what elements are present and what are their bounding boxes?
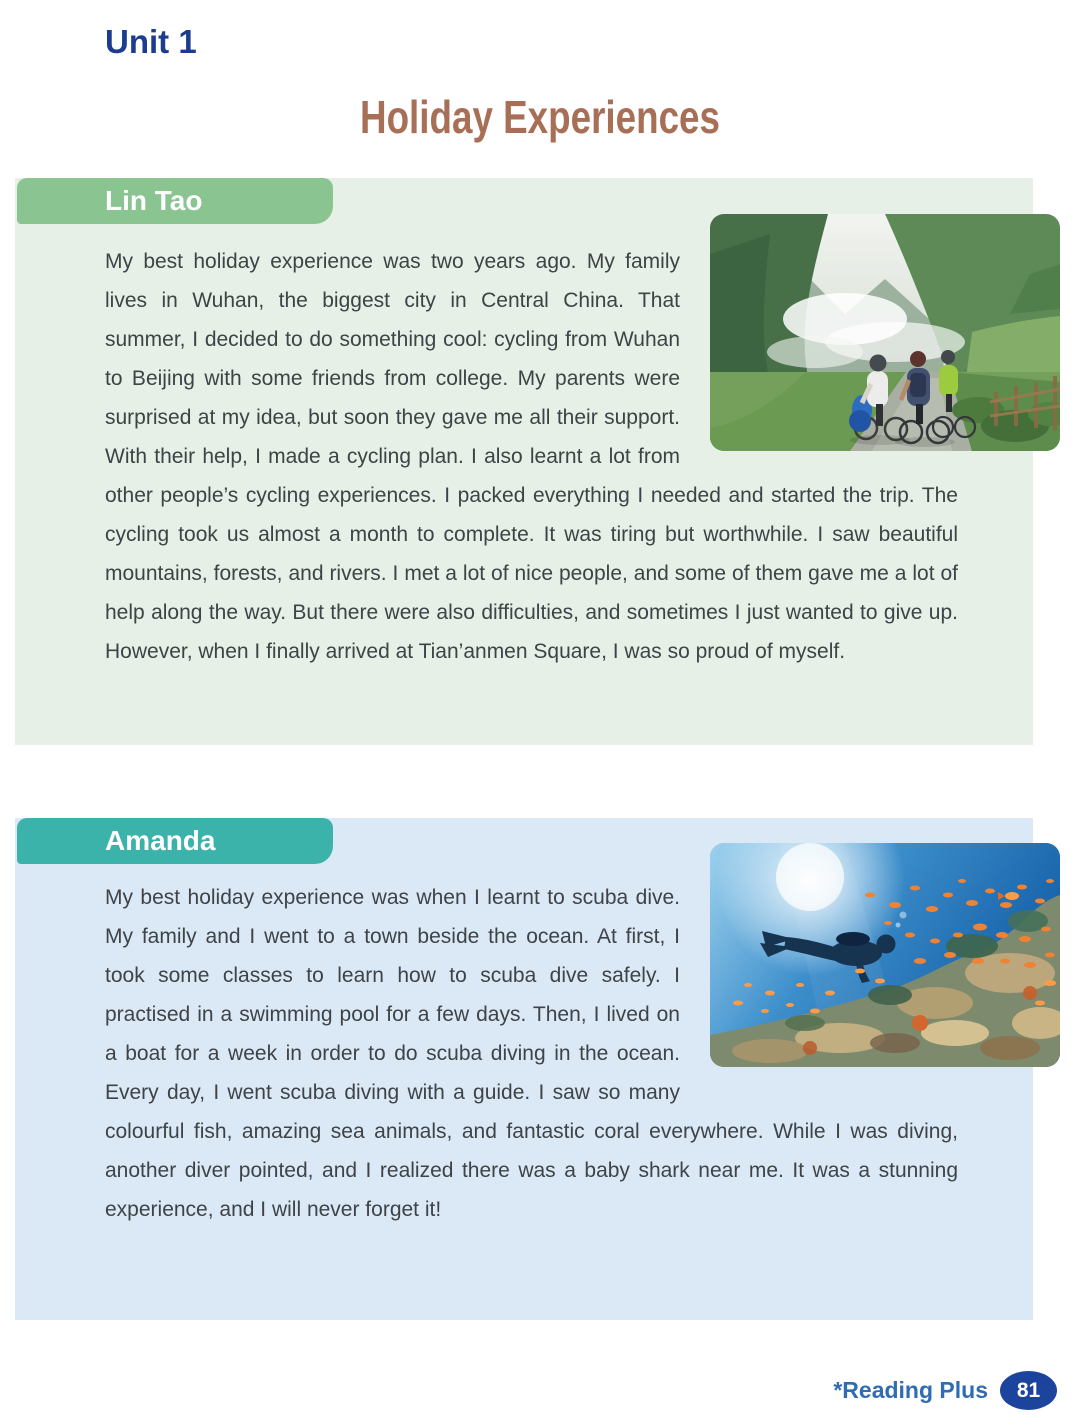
scuba-diving-photo <box>710 843 1060 1067</box>
scuba-diving-photo-graphic <box>710 843 1060 1067</box>
speaker-name-amanda: Amanda <box>105 825 216 856</box>
page-title-text: Holiday Experiences <box>359 91 720 143</box>
passage-text-amanda: My best holiday experience was when I learnt to scuba dive. My family and I went to a town beside the ocean. At first, I took some classes to learn how to scuba dive safely. I practised in a swimming pool for a few days. Then, I lived on a boat for a week in order to do scuba diving in the ocean. Every day, I went scuba diving with a guide. I saw so many colourful fish, amazing sea animals, and fantastic coral everywhere. While I was diving, another diver pointed, and I realized there was a baby shark near me. It was a stunning experience, and I will never forget it! <box>105 886 958 1221</box>
page-title <box>0 92 1080 142</box>
reading-plus-label: *Reading Plus <box>833 1377 988 1403</box>
passage-card-amanda <box>15 818 1033 1320</box>
unit-label: Unit 1 <box>105 23 197 60</box>
page-number-badge: 81 <box>1000 1371 1057 1410</box>
speaker-tab-amanda <box>17 818 333 864</box>
page-footer <box>833 1371 1057 1410</box>
cycling-photo-graphic <box>710 214 1060 451</box>
passage-card-lin-tao <box>15 178 1033 745</box>
speaker-tab-lin-tao <box>17 178 333 224</box>
passage-text-lin-tao: My best holiday experience was two years ago. My family lives in Wuhan, the biggest city in Central China. That summer, I decided to do something cool: cycling from Wuhan to Beijing with some friends from college. My parents were surprised at my idea, but soon they gave me all their support. With their help, I made a cycling plan. I also learnt a lot from other people’s cycling experiences. I packed everything I needed and started the trip. The cycling took us almost a month to complete. It was tiring but worthwhile. I saw beautiful mountains, forests, and rivers. I met a lot of nice people, and some of them gave me a lot of help along the way. But there were also difficulties, and sometimes I just wanted to give up. However, when I finally arrived at Tian’anmen Square, I was so proud of myself. <box>105 250 958 663</box>
cycling-photo <box>710 214 1060 451</box>
speaker-name-lin-tao: Lin Tao <box>105 185 203 216</box>
